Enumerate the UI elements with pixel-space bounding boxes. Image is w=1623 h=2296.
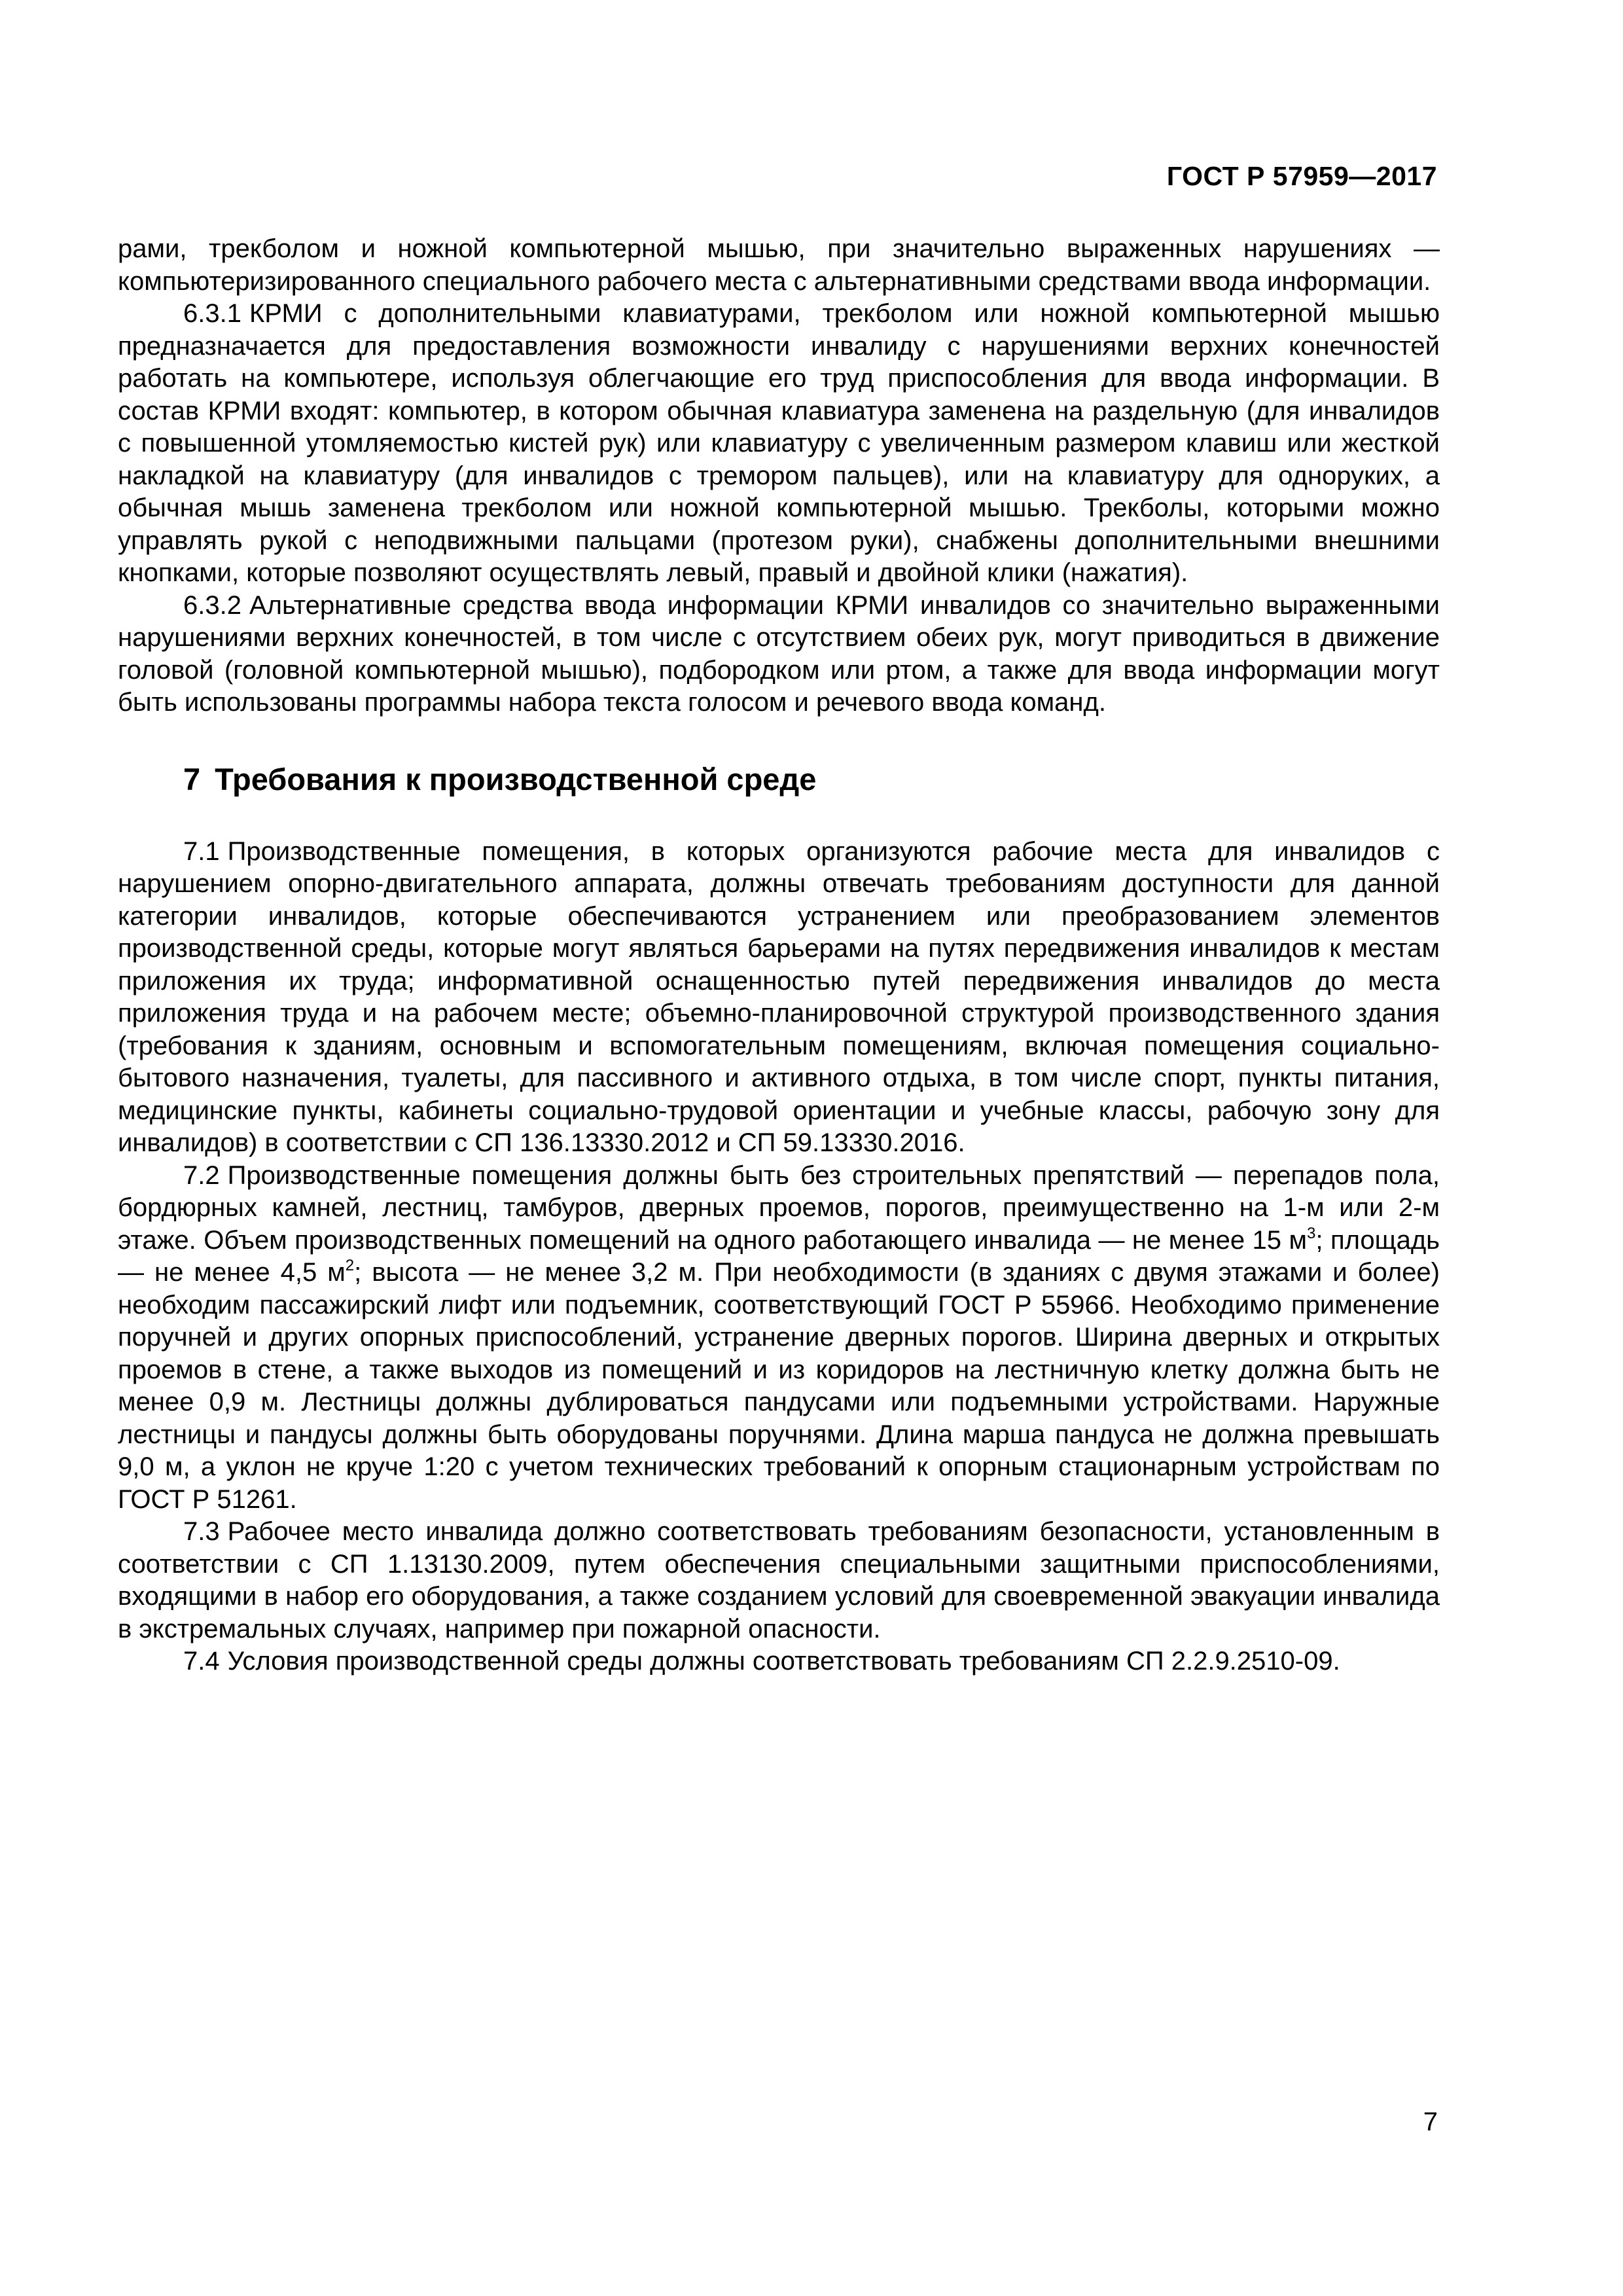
document-code: ГОСТ Р 57959—2017 — [1166, 161, 1437, 191]
paragraph-number: 7.1 — [183, 836, 220, 866]
paragraph-text: ; площадь — не менее 4,5 м — [118, 1225, 1440, 1287]
paragraph-6-3-2 — [118, 590, 1440, 719]
page-number: 7 — [1423, 2108, 1438, 2136]
paragraph-number: 7.4 — [183, 1647, 220, 1676]
paragraph-text: КРМИ с дополнительными клавиатурами, трекболом или ножной компьютерной мышью предназначается для предоставления возможности инвалиду с нарушениями верхних конечностей работать на компьютере, используя облегчающие его труд приспособления для ввода информации. В состав КРМИ входят: компьютер, в котором обычная клавиатура заменена на раздельную (для инвалидов с повышенной утомляемостью кистей рук) или клавиатуру с увеличенным размером клавиш или жесткой накладкой на клавиатуру (для инвалидов с тремором пальцев), или на клавиатуру для одноруких, а обычная мышь заменена трекболом или ножной компьютерной мышью. Трекболы, которыми можно управлять рукой с неподвижными пальцами (протезом руки), снабжены дополнительными внешними кнопками, которые позволяют осуществлять левый, правый и двойной клики (нажатия). — [118, 299, 1440, 587]
paragraph-text: Альтернативные средства ввода информации КРМИ инвалидов со значительно выраженными нарушениями верхних конечностей, в том числе с отсутствием обеих рук, могут приводиться в движение головой (головной компьютерной мышью), подбородком или ртом, а также для ввода информации могут быть использованы программы набора текста голосом и речевого ввода команд. — [118, 590, 1440, 717]
paragraph-6-3-1 — [118, 298, 1440, 590]
section-number: 7 — [183, 761, 201, 797]
superscript-cubic: 3 — [1307, 1224, 1316, 1242]
paragraph-text: ; высота — не менее 3,2 м. При необходимости (в зданиях с двумя этажами и более) необходим пассажирский лифт или подъемник, соответствующий ГОСТ Р 55966. Необходимо применение поручней и других опорных приспособлений, устранение дверных порогов. Ширина дверных и открытых проемов в стене, а также выходов из помещений и из коридоров на лестничную клетку должна быть не менее 0,9 м. Лестницы должны дублироваться пандусами или подъемными устройствами. Наружные лестницы и пандусы должны быть оборудованы поручнями. Длина марша пандуса не должна превышать 9,0 м, а уклон не круче 1:20 с учетом технических требований к опорным стационарным устройствам по ГОСТ Р 51261. — [118, 1258, 1440, 1514]
paragraph-text: Условия производственной среды должны соответствовать требованиям СП 2.2.9.2510-09. — [227, 1647, 1340, 1676]
paragraph-7-1 — [118, 836, 1440, 1160]
paragraph-number: 7.2 — [183, 1160, 220, 1190]
paragraph-7-4 — [118, 1645, 1440, 1678]
paragraph-7-3 — [118, 1516, 1440, 1645]
paragraph-continuation — [118, 233, 1440, 298]
paragraph-number: 6.3.2 — [183, 590, 241, 620]
paragraph-text: Производственные помещения должны быть без строительных препятствий — перепадов пола, бордюрных камней, лестниц, тамбуров, дверных проемов, порогов, преимущественно на 1-м или 2-м этаже. Объем производственных помещений на одного работающего инвалида — не менее 15 м — [118, 1160, 1440, 1255]
section-heading — [118, 760, 1440, 799]
paragraph-text: Производственные помещения, в которых организуются рабочие места для инвалидов с нарушением опорно-двигательного аппарата, должны отвечать требованиям доступности для данной категории инвалидов, которые обеспечиваются устранением или преобразованием элементов производственной среды, которые могут являться барьерами на путях передвижения инвалидов к местам приложения их труда; информативной оснащенностью путей передвижения инвалидов до места приложения труда и на рабочем месте; объемно-планировочной структурой производственного здания (требования к зданиям, основным и вспомогательным помещениям, включая помещения социально-бытового назначения, туалеты, для пассивного и активного отдыха, в том числе спорт, пункты питания, медицинские пункты, кабинеты социально-трудовой ориентации и учебные классы, рабочую зону для инвалидов) в соответствии с СП 136.13330.2012 и СП 59.13330.2016. — [118, 836, 1440, 1157]
paragraph-text: рами, трекболом и ножной компьютерной мышью, при значительно выраженных нарушениях — компьютеризированного специального рабочего места с альтернативными средствами ввода информации. — [118, 234, 1440, 296]
paragraph-text: Рабочее место инвалида должно соответствовать требованиям безопасности, установленным в соответствии с СП 1.13130.2009, путем обеспечения специальными защитными приспособлениями, входящими в набор его оборудования, а также созданием условий для своевременной эвакуации инвалида в экстремальных случаях, например при пожарной опасности. — [118, 1517, 1440, 1643]
superscript-square: 2 — [345, 1257, 355, 1274]
paragraph-number: 6.3.1 — [183, 299, 241, 328]
paragraph-7-2 — [118, 1160, 1440, 1516]
section-title: Требования к производственной среде — [215, 761, 817, 797]
paragraph-number: 7.3 — [183, 1517, 220, 1546]
body-text — [118, 233, 1440, 1678]
